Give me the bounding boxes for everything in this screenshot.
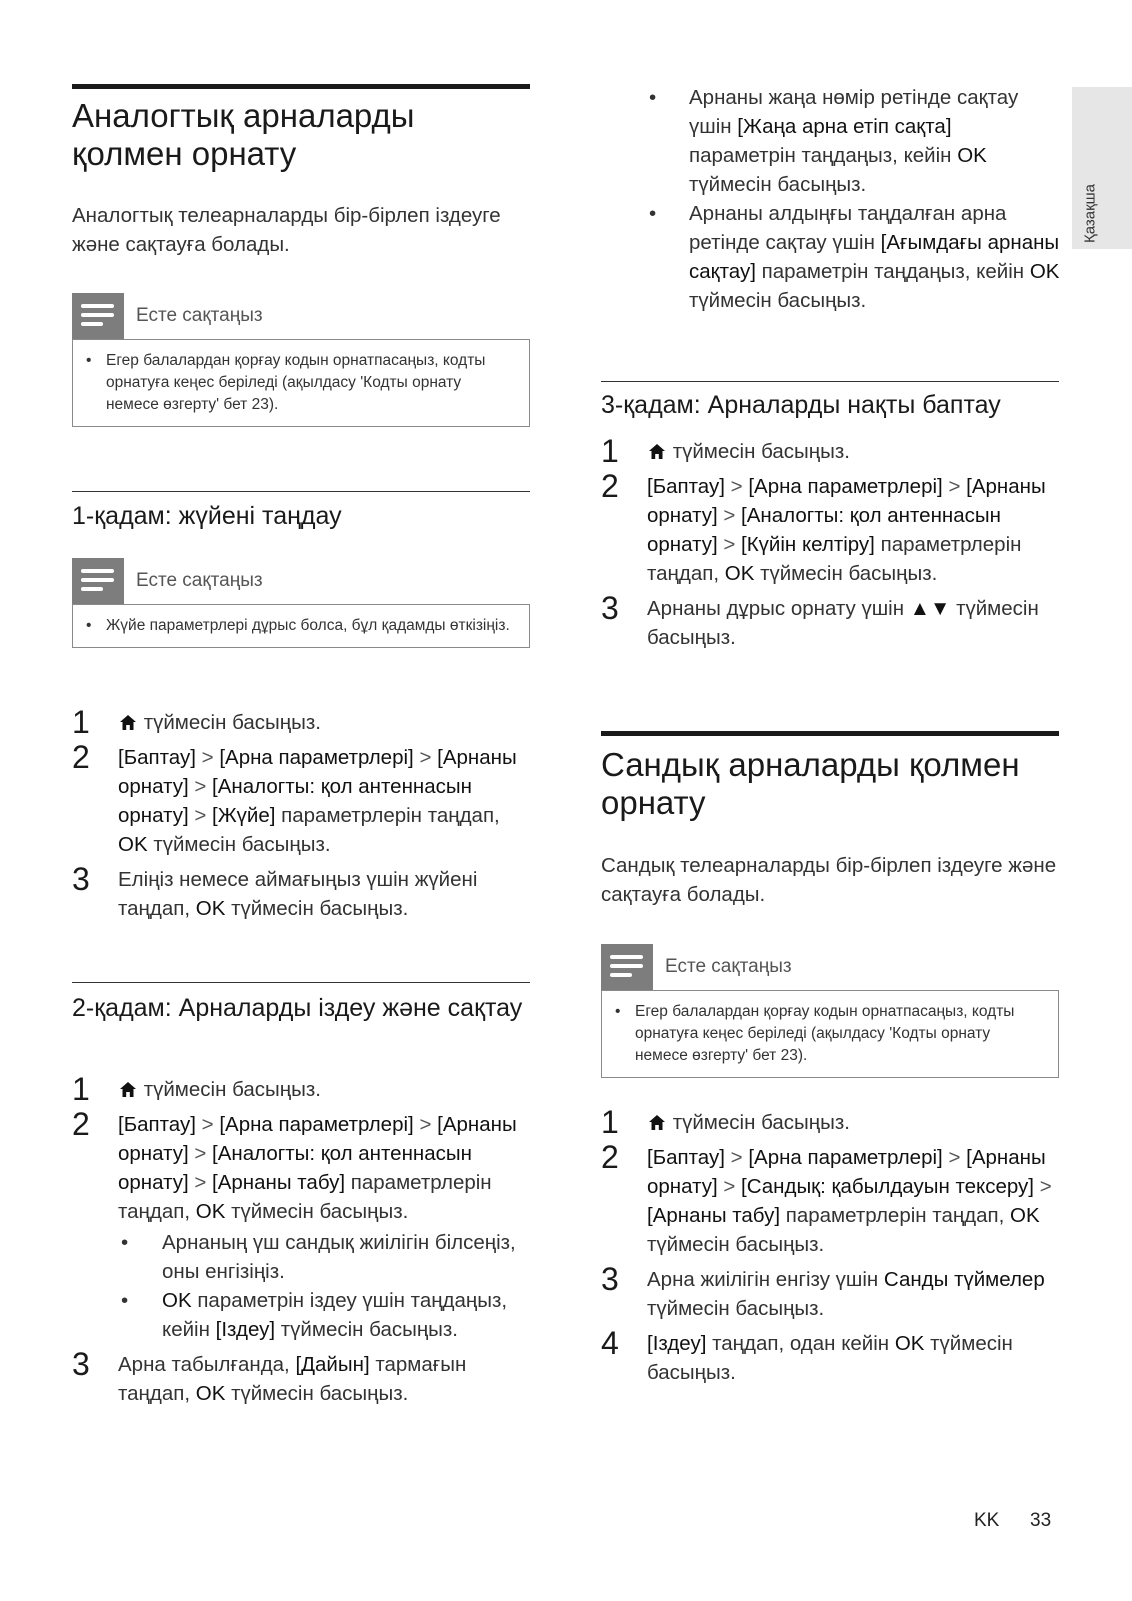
language-tab-label: Қазақша [1081, 183, 1099, 244]
bullet-item: • Арнаны алдыңғы таңдалған арна ретінде сақтау үшін [Ағымдағы арнаны сақтау] параметрін таңдаңыз, кейін OK түймесін басыңыз. [649, 202, 1060, 312]
intro-digital: Сандық телеарналарды бір-бірлеп іздеуге және сақтауға болады. [601, 854, 1057, 906]
section-rule [601, 381, 1059, 382]
list-item: 2 [Баптау] > [Арна параметрлері] > [Арнаны орнату] > [Аналогты: қол антеннасын орнату] > [Жүйе] параметрлерін таңдап, OK түймесін басыңыз. [72, 739, 517, 856]
top-bullets [601, 83, 1061, 315]
footer-language-code: KK [974, 1510, 1000, 1531]
step1-heading: 1-қадам: жүйені таңдау [72, 502, 342, 530]
intro-analog: Аналогтық телеарналарды бір-бірлеп іздеуге және сақтауға болады. [72, 204, 501, 256]
list-item: 3 Арна жиілігін енгізу үшін Санды түймелер түймесін басыңыз. [601, 1261, 1045, 1320]
section-rule [72, 491, 530, 492]
step3-heading: 3-қадам: Арналарды нақты баптау [601, 391, 1001, 419]
home-icon [647, 443, 667, 460]
note-icon [72, 558, 124, 604]
bullet-item: • Арнаның үш сандық жиілігін білсеңіз, оны енгізіңіз. [121, 1231, 516, 1283]
note-icon [72, 293, 124, 339]
home-icon [118, 714, 138, 731]
step2-heading: 2-қадам: Арналарды іздеу және сақтау [72, 994, 523, 1022]
list-item: 1 түймесін басыңыз. [601, 433, 850, 469]
note-text: Егер балалардан қорғау кодын орнатпасаңыз, кодты орнатуға кеңес беріледі (ақылдасу 'Кодты орнату немесе өзгерту' бет 23). [106, 352, 486, 413]
note-text: Жүйе параметрлері дұрыс болса, бұл қадамды өткізіңіз. [106, 617, 510, 634]
page-number: 33 [1030, 1510, 1052, 1531]
step1-list [72, 704, 534, 929]
section-rule [72, 982, 530, 983]
list-item: 1 түймесін басыңыз. [72, 1071, 321, 1107]
list-item: 3 Еліңіз немесе аймағыңыз үшін жүйені таңдап, OK түймесін басыңыз. [72, 861, 478, 920]
list-item: 2 [Баптау] > [Арна параметрлері] > [Арнаны орнату] > [Сандық: қабылдауын тексеру] > [Арнаны табу] параметрлерін таңдап, OK түймесін басыңыз. [601, 1139, 1052, 1256]
list-item: 3 Арнаны дұрыс орнату үшін ▲▼ түймесін басыңыз. [601, 590, 1039, 649]
page-title-digital: Сандық арналарды қолмен орнату [601, 746, 1020, 821]
note-label: Есте сақтаңыз [136, 570, 263, 591]
note-icon [601, 944, 653, 990]
bullet-item: • Арнаны жаңа нөмір ретінде сақтау үшін [Жаңа арна етіп сақта] параметрін таңдаңыз, кейін OK түймесін басыңыз. [649, 86, 1019, 196]
digital-list [601, 1104, 1063, 1393]
step3-list [601, 433, 1059, 658]
list-item: 1 түймесін басыңыз. [601, 1104, 850, 1140]
title-rule [72, 84, 530, 89]
list-item: 1 түймесін басыңыз. [72, 704, 321, 740]
note-label: Есте сақтаңыз [665, 956, 792, 977]
home-icon [647, 1114, 667, 1131]
note-box-1: Есте сақтаңыз • Егер балалардан қорғау кодын орнатпасаңыз, кодты орнатуға кеңес беріледі (ақылдасу 'Кодты орнату немесе өзгерту' бет 23). [72, 293, 530, 427]
language-side-tab [1072, 87, 1132, 249]
note-box-3: Есте сақтаңыз • Егер балалардан қорғау кодын орнатпасаңыз, кодты орнатуға кеңес беріледі (ақылдасу 'Кодты орнату немесе өзгерту' бет 23). [601, 944, 1059, 1078]
note-label: Есте сақтаңыз [136, 305, 263, 326]
up-down-arrows-icon: ▲▼ [909, 597, 951, 620]
title-rule [601, 731, 1059, 736]
home-icon [118, 1081, 138, 1098]
page-title-analog: Аналогтық арналарды қолмен орнату [72, 97, 415, 172]
list-item: 2 [Баптау] > [Арна параметрлері] > [Арнаны орнату] > [Аналогты: қол антеннасын орнату] > [Күйін келтіру] параметрлерін таңдап, OK түймесін басыңыз. [601, 468, 1046, 585]
note-text: Егер балалардан қорғау кодын орнатпасаңыз, кодты орнатуға кеңес беріледі (ақылдасу 'Кодты орнату немесе өзгерту' бет 23). [635, 1003, 1015, 1064]
list-item: 2 [Баптау] > [Арна параметрлері] > [Арнаны орнату] > [Аналогты: қол антеннасын орнату] > [Арнаны табу] параметрлерін таңдап, OK түймесін басыңыз. • Арнаның үш сандық жиілігін білсеңіз, оны енгізіңіз. • OK параметрін іздеу үшін таңдаңыз, кейін [Іздеу] түймесін басыңыз. [72, 1110, 534, 1344]
list-item: 3 Арна табылғанда, [Дайын] тармағын таңдап, OK түймесін басыңыз. [72, 1346, 467, 1405]
list-item: 4 [Іздеу] таңдап, одан кейін OK түймесін басыңыз. [601, 1325, 1013, 1384]
bullet-item: • OK параметрін іздеу үшін таңдаңыз, кейін [Іздеу] түймесін басыңыз. [121, 1289, 508, 1341]
step2-list [72, 1071, 534, 1414]
note-box-2: Есте сақтаңыз • Жүйе параметрлері дұрыс болса, бұл қадамды өткізіңіз. [72, 558, 530, 648]
